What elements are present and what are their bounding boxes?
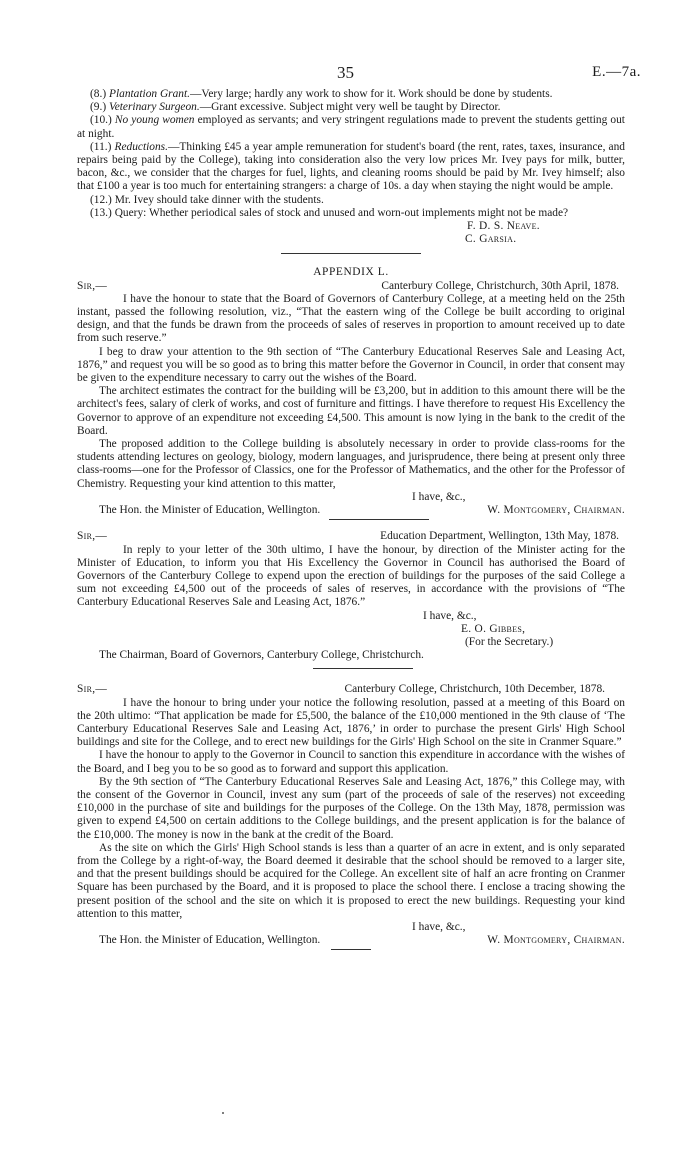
note-text: Mr. Ivey should take dinner with the students. (114, 193, 324, 206)
note-number: (9.) (90, 101, 107, 114)
letter-paragraph: By the 9th section of “The Canterbury Educational Reserves Sale and Leasing Act, 1876,” this College may, with the consent of the Governor in Council, invest any sum (part of the proceeds of sale of the reserves) not exceeding £10,000 in the purchase of site and buildings for the purposes of the College. On the 13th May, 1878, permission was given to expend £4,500 on certain additions to the College buildings, and the present application is for the balance of the £10,000. The money is now in the bank at the credit of the Board. (77, 775, 625, 841)
note-item (77, 194, 625, 207)
notes-signature: C. Garsia. (465, 233, 517, 246)
letter-addressee: The Hon. the Minister of Education, Wellington. (99, 934, 321, 947)
letter-dateline: Canterbury College, Christchurch, 10th December, 1878. (344, 683, 605, 696)
notes-signature: F. D. S. Neave. (467, 220, 540, 233)
letter-closing: I have, &c., (423, 609, 477, 622)
note-text: Query: Whether periodical sales of stock and unused and worn-out implements might not be made? (114, 206, 569, 219)
note-number: (13.) (90, 206, 112, 219)
note-item (77, 141, 625, 194)
note-item (77, 114, 625, 140)
letter-signature-note: (For the Secretary.) (465, 635, 554, 648)
note-title: Reductions. (114, 140, 168, 153)
section-divider (313, 668, 413, 669)
letter-signature: W. Montgomery, Chairman. (487, 504, 625, 517)
notes-section (77, 88, 625, 246)
letter-salutation: Sir,— (77, 279, 108, 292)
document-reference: E.—7a. (592, 64, 641, 80)
note-number: (8.) (90, 88, 107, 100)
letter-signature: W. Montgomery, Chairman. (487, 934, 625, 947)
letter-paragraph: I have the honour to apply to the Governor in Council to sanction this expenditure in accordance with the wishes of the Board, and I beg you to be so good as to forward and support this application. (77, 749, 625, 775)
note-text: —Grant excessive. Subject might very well be taught by Director. (199, 101, 501, 114)
letter-closing: I have, &c., (412, 490, 466, 503)
section-divider (281, 253, 421, 254)
note-text: employed as servants; and very stringent regulations made to prevent the students getting out at night. (77, 114, 625, 140)
letter-dateline: Education Department, Wellington, 13th May, 1878. (380, 530, 619, 543)
note-item (77, 207, 625, 220)
note-number: (11.) (90, 140, 112, 153)
letter-dateline: Canterbury College, Christchurch, 30th April, 1878. (381, 279, 619, 292)
letter-paragraph: I beg to draw your attention to the 9th section of “The Canterbury Educational Reserves Sale and Leasing Act, 1876,” and request you will be so good as to bring this matter before the Governor in Council, in order that consent may be given to the expenditure necessary to carry out the wishes of the Board. (77, 345, 625, 385)
note-number: (10.) (90, 114, 112, 127)
page-header (77, 63, 641, 88)
note-text: —Very large; hardly any work to show for it. Work should be done by students. (190, 88, 553, 100)
letter-signature: E. O. Gibbes, (461, 622, 526, 635)
letter-salutation: Sir,— (77, 530, 108, 543)
letter-2 (77, 530, 625, 662)
letter-paragraph: In reply to your letter of the 30th ultimo, I have the honour, by direction of the Minister acting for the Minister of Education, to inform you that His Excellency the Governor in Council has authorised the Board of Governors of the Canterbury College to expend upon the erection of buildings for the purposes of the said College a sum not exceeding £4,500 out of the proceeds of sales of reserves, in accordance with the provisions of “The Canterbury Educational Reserves Sale and Leasing Act, 1876.” (77, 543, 625, 609)
appendix-title: APPENDIX L. (313, 266, 389, 279)
note-title: Plantation Grant. (109, 88, 191, 100)
letter-1 (77, 280, 625, 521)
letter-addressee: The Chairman, Board of Governors, Canterbury College, Christchurch. (99, 649, 424, 662)
note-item (77, 101, 625, 114)
letter-3 (77, 683, 625, 950)
note-title: Veterinary Surgeon. (109, 101, 200, 114)
letter-addressee: The Hon. the Minister of Education, Wellington. (99, 504, 321, 517)
letter-paragraph: I have the honour to bring under your notice the following resolution, passed at a meeting of this Board on the 20th ultimo: “That application be made for £5,500, the balance of the £10,000 mentioned in the 9th clause of ‘The Canterbury Educational Reserves Sale and Leasing Act, 1876,’ in order to purchase the present Girls' High School buildings and site for the College, and to erect new buildings for the Girls' High School on the site in Cranmer Square.” (77, 696, 625, 749)
letter-paragraph: As the site on which the Girls' High School stands is less than a quarter of an acre in extent, and is only separated from the College by a right-of-way, the Board deemed it desirable that the school should be removed to a larger site, and that the present buildings should be acquired for the College. An excellent site of half an acre fronting on Cranmer Square has been purchased by the Board, and it is proposed to place the school there. I enclose a tracing showing the present position of the school and the site on which it is proposed to erect the new buildings. Requesting your kind attention to this matter, (77, 841, 625, 920)
letter-salutation: Sir,— (77, 683, 108, 696)
letter-paragraph: The architect estimates the contract for the building will be £3,200, but in addition to this amount there will be the architect's fees, salary of clerk of works, and cost of furniture and fittings. I have therefore to request His Excellency the Governor to approve of an expenditure not exceeding £4,500. This amount is now lying in the bank to the credit of the Board. (77, 385, 625, 437)
letter-closing: I have, &c., (412, 921, 466, 933)
letter-paragraph: The proposed addition to the College building is absolutely necessary in order to provide class-rooms for the students attending lectures on geology, biology, modern languages, and jurisprudence, there being at present only three class-rooms—one for the Professor of Classics, one for the Professor of Mathematics, and the other for the Professor of Chemistry. Requesting your kind attention to this matter, (77, 438, 625, 490)
note-number: (12.) (90, 193, 112, 206)
letter-paragraph: I have the honour to state that the Board of Governors of Canterbury College, at a meeting held on the 25th instant, passed the following resolution, viz., “That the eastern wing of the College be built according to original design, and that the funds be drawn from the proceeds of sales of reserves in proportion to amount received up to date from such reserve.” (77, 292, 625, 345)
document-page (77, 63, 641, 950)
note-title: No young women (114, 114, 195, 127)
page-number: 35 (337, 63, 354, 82)
note-text: —Thinking £45 a year ample remuneration for student's board (the rent, rates, taxes, insurance, and repairs being paid by the College), taking into consideration also the very low prices Mr. Ivey pays for milk, butter, bacon, &c., we consider that the charges for fuel, lights, and cleaning rooms should be paid by Mr. Ivey himself; also that £100 a year is too much for entertaining strangers: a charge of 10s. a day when staying the night would be ample. (77, 140, 625, 193)
print-speck (222, 1112, 224, 1114)
note-item (77, 88, 625, 101)
letter-divider (331, 949, 371, 950)
